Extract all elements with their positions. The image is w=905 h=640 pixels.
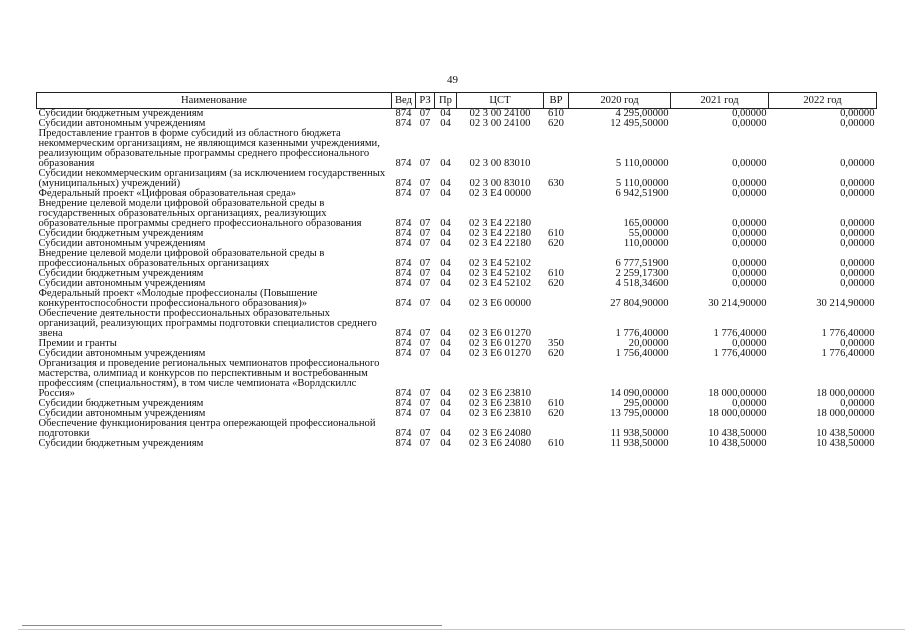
cell-vr: 620 xyxy=(548,348,564,359)
header-2021: 2021 год xyxy=(671,93,769,109)
cell-pr: 04 xyxy=(440,268,451,279)
cell-name: Субсидии автономным учреждениям xyxy=(38,348,206,359)
cell-y2020: 13 795,00000 xyxy=(610,408,669,419)
cell-y2021: 1 776,40000 xyxy=(713,328,767,339)
cell-y2022: 18 000,00000 xyxy=(816,408,875,419)
cell-rz: 07 xyxy=(419,438,431,449)
header-vr: ВР xyxy=(544,93,569,109)
cell-y2022: 0,00000 xyxy=(840,278,875,289)
cell-y2022: 0,00000 xyxy=(840,398,875,409)
cell-y2020: 1 756,40000 xyxy=(615,348,669,359)
cell-vr: 620 xyxy=(548,118,564,129)
cell-rz: 07 xyxy=(419,338,431,349)
cell-y2022: 10 438,50000 xyxy=(816,438,875,449)
page-number: 49 xyxy=(447,74,458,86)
cell-ved: 874 xyxy=(395,428,412,439)
cell-vr: 610 xyxy=(548,268,564,279)
cell-rz: 07 xyxy=(419,188,431,199)
cell-cst: 02 3 00 83010 xyxy=(469,178,531,189)
cell-vr xyxy=(544,189,569,199)
cell-name: Внедрение целевой модели цифровой образовательной среды в профессиональных образовательных организациях xyxy=(38,248,325,269)
cell-y2022: 0,00000 xyxy=(840,268,875,279)
cell-name: Предоставление грантов в форме субсидий из областного бюджета некоммерческим организациям, не являющимся казенными учреждениями, реализующим образовательные программы среднего профессионального образования xyxy=(38,128,380,169)
cell-y2021: 1 776,40000 xyxy=(713,348,767,359)
cell-y2020: 12 495,50000 xyxy=(610,118,669,129)
cell-rz: 07 xyxy=(419,228,431,239)
cell-y2021: 0,00000 xyxy=(732,398,767,409)
table-row xyxy=(37,439,877,449)
cell-pr: 04 xyxy=(440,408,451,419)
cell-y2020: 14 090,00000 xyxy=(610,388,669,399)
cell-name: Субсидии бюджетным учреждениям xyxy=(38,108,204,119)
cell-rz: 07 xyxy=(419,278,431,289)
cell-y2021: 0,00000 xyxy=(732,238,767,249)
cell-y2021: 0,00000 xyxy=(732,278,767,289)
cell-cst: 02 3 00 83010 xyxy=(469,158,531,169)
cell-y2020: 55,00000 xyxy=(628,228,669,239)
cell-y2020: 295,00000 xyxy=(623,398,669,409)
cell-y2020: 4 518,34600 xyxy=(615,278,669,289)
cell-name: Федеральный проект «Цифровая образовательная среда» xyxy=(38,188,297,199)
cell-pr: 04 xyxy=(440,338,451,349)
cell-name: Субсидии бюджетным учреждениям xyxy=(38,438,204,449)
cell-y2020: 1 776,40000 xyxy=(615,328,669,339)
cell-name: Федеральный проект «Молодые профессионалы (Повышение конкурентоспособности профессионального образования)» xyxy=(38,288,318,309)
cell-vr: 610 xyxy=(548,438,564,449)
cell-pr: 04 xyxy=(440,278,451,289)
cell-y2021: 0,00000 xyxy=(732,118,767,129)
cell-cst: 02 3 E6 00000 xyxy=(468,298,532,309)
cell-cst: 02 3 E6 01270 xyxy=(468,338,532,349)
cell-cst: 02 3 E6 01270 xyxy=(468,328,532,339)
cell-y2022: 0,00000 xyxy=(840,108,875,119)
cell-rz: 07 xyxy=(419,298,431,309)
cell-rz: 07 xyxy=(419,218,431,229)
table-row xyxy=(37,419,877,439)
budget-table xyxy=(36,92,877,449)
cell-vr xyxy=(544,359,569,399)
cell-y2020: 11 938,50000 xyxy=(610,428,669,439)
cell-ved: 874 xyxy=(395,238,412,249)
cell-vr xyxy=(544,249,569,269)
cell-cst: 02 3 E6 24080 xyxy=(468,428,532,439)
cell-y2022: 10 438,50000 xyxy=(816,428,875,439)
cell-y2021: 10 438,50000 xyxy=(708,438,767,449)
cell-ved: 874 xyxy=(395,158,412,169)
cell-y2022: 0,00000 xyxy=(840,178,875,189)
scan-edge-line xyxy=(22,625,442,626)
cell-vr: 620 xyxy=(548,408,564,419)
header-pr: Пр xyxy=(435,93,457,109)
cell-rz: 07 xyxy=(419,328,431,339)
cell-ved: 874 xyxy=(395,408,412,419)
cell-rz: 07 xyxy=(419,178,431,189)
cell-rz: 07 xyxy=(419,408,431,419)
cell-cst: 02 3 E4 22180 xyxy=(468,238,532,249)
cell-y2022: 0,00000 xyxy=(840,218,875,229)
cell-y2020: 5 110,00000 xyxy=(615,178,669,189)
cell-ved: 874 xyxy=(395,348,412,359)
table-row xyxy=(37,289,877,309)
cell-y2020: 11 938,50000 xyxy=(610,438,669,449)
cell-vr xyxy=(544,199,569,229)
cell-y2020: 5 110,00000 xyxy=(615,158,669,169)
cell-y2020: 27 804,90000 xyxy=(610,298,669,309)
cell-pr: 04 xyxy=(440,108,451,119)
cell-y2020: 20,00000 xyxy=(628,338,669,349)
cell-y2022: 18 000,00000 xyxy=(816,388,875,399)
table-row xyxy=(37,249,877,269)
table-row xyxy=(37,169,877,189)
cell-y2020: 165,00000 xyxy=(623,218,669,229)
cell-y2021: 0,00000 xyxy=(732,218,767,229)
header-name: Наименование xyxy=(37,93,392,109)
table-row xyxy=(37,129,877,169)
cell-vr: 350 xyxy=(548,338,564,349)
cell-ved: 874 xyxy=(395,218,412,229)
cell-y2022: 0,00000 xyxy=(840,238,875,249)
cell-y2021: 0,00000 xyxy=(732,178,767,189)
cell-y2020: 6 777,51900 xyxy=(615,258,669,269)
cell-pr: 04 xyxy=(440,428,451,439)
cell-name: Субсидии бюджетным учреждениям xyxy=(38,268,204,279)
cell-y2021: 30 214,90000 xyxy=(708,298,767,309)
cell-ved: 874 xyxy=(395,388,412,399)
cell-y2021: 0,00000 xyxy=(732,338,767,349)
cell-ved: 874 xyxy=(395,278,412,289)
cell-ved: 874 xyxy=(395,338,412,349)
cell-rz: 07 xyxy=(419,428,431,439)
cell-pr: 04 xyxy=(440,228,451,239)
cell-y2021: 0,00000 xyxy=(732,158,767,169)
cell-pr: 04 xyxy=(440,178,451,189)
cell-name: Обеспечение функционирования центра опережающей профессиональной подготовки xyxy=(38,418,376,439)
cell-pr: 04 xyxy=(440,188,451,199)
cell-y2022: 0,00000 xyxy=(840,228,875,239)
cell-y2021: 18 000,00000 xyxy=(708,388,767,399)
cell-rz: 07 xyxy=(419,158,431,169)
cell-cst: 02 3 E4 00000 xyxy=(468,188,532,199)
header-rz: РЗ xyxy=(416,93,435,109)
cell-rz: 07 xyxy=(419,118,431,129)
cell-y2020: 2 259,17300 xyxy=(615,268,669,279)
table-row xyxy=(37,199,877,229)
cell-y2020: 110,00000 xyxy=(623,238,669,249)
cell-cst: 02 3 E4 22180 xyxy=(468,228,532,239)
cell-vr: 620 xyxy=(548,238,564,249)
cell-y2021: 0,00000 xyxy=(732,258,767,269)
cell-rz: 07 xyxy=(419,388,431,399)
cell-rz: 07 xyxy=(419,238,431,249)
cell-cst: 02 3 E6 23810 xyxy=(468,398,532,409)
cell-cst: 02 3 E6 01270 xyxy=(468,348,532,359)
cell-pr: 04 xyxy=(440,258,451,269)
header-ved: Вед xyxy=(392,93,416,109)
cell-pr: 04 xyxy=(440,158,451,169)
cell-ved: 874 xyxy=(395,188,412,199)
cell-rz: 07 xyxy=(419,348,431,359)
cell-rz: 07 xyxy=(419,258,431,269)
header-cst: ЦСТ xyxy=(457,93,544,109)
cell-cst: 02 3 00 24100 xyxy=(469,118,531,129)
cell-ved: 874 xyxy=(395,258,412,269)
cell-y2021: 10 438,50000 xyxy=(708,428,767,439)
cell-y2020: 6 942,51900 xyxy=(615,188,669,199)
cell-ved: 874 xyxy=(395,398,412,409)
cell-pr: 04 xyxy=(440,118,451,129)
cell-name: Субсидии автономным учреждениям xyxy=(38,408,206,419)
cell-pr: 04 xyxy=(440,328,451,339)
cell-rz: 07 xyxy=(419,268,431,279)
cell-vr: 630 xyxy=(548,178,564,189)
cell-y2022: 0,00000 xyxy=(840,188,875,199)
cell-y2022: 1 776,40000 xyxy=(821,348,875,359)
header-2020: 2020 год xyxy=(569,93,671,109)
cell-ved: 874 xyxy=(395,108,412,119)
cell-vr xyxy=(544,419,569,439)
cell-name: Субсидии автономным учреждениям xyxy=(38,278,206,289)
cell-y2021: 0,00000 xyxy=(732,268,767,279)
cell-ved: 874 xyxy=(395,328,412,339)
cell-cst: 02 3 E6 24080 xyxy=(468,438,532,449)
cell-cst: 02 3 00 24100 xyxy=(469,108,531,119)
cell-y2022: 0,00000 xyxy=(840,158,875,169)
cell-y2021: 0,00000 xyxy=(732,228,767,239)
cell-cst: 02 3 E4 22180 xyxy=(468,218,532,229)
cell-ved: 874 xyxy=(395,178,412,189)
cell-vr xyxy=(544,129,569,169)
cell-pr: 04 xyxy=(440,438,451,449)
cell-vr: 620 xyxy=(548,278,564,289)
cell-vr: 610 xyxy=(548,228,564,239)
cell-cst: 02 3 E6 23810 xyxy=(468,408,532,419)
cell-pr: 04 xyxy=(440,298,451,309)
cell-y2021: 18 000,00000 xyxy=(708,408,767,419)
cell-y2021: 0,00000 xyxy=(732,188,767,199)
table-row xyxy=(37,309,877,339)
cell-name: Обеспечение деятельности профессиональных образовательных организаций, реализующих программы подготовки специалистов среднего звена xyxy=(38,308,377,339)
table-row xyxy=(37,359,877,399)
cell-cst: 02 3 E6 23810 xyxy=(468,388,532,399)
cell-rz: 07 xyxy=(419,108,431,119)
cell-ved: 874 xyxy=(395,118,412,129)
cell-y2022: 1 776,40000 xyxy=(821,328,875,339)
cell-cst: 02 3 E4 52102 xyxy=(468,268,532,279)
cell-pr: 04 xyxy=(440,238,451,249)
scan-edge-line-light xyxy=(18,629,905,630)
cell-name: Субсидии автономным учреждениям xyxy=(38,238,206,249)
cell-cst: 02 3 E4 52102 xyxy=(468,258,532,269)
cell-vr xyxy=(544,309,569,339)
cell-ved: 874 xyxy=(395,268,412,279)
cell-vr: 610 xyxy=(548,108,564,119)
cell-name: Организация и проведение региональных чемпионатов профессионального мастерства, олимпиад и конкурсов по перспективным и востребованным профессиям (специальностям), в том числе чемпионата «Ворлдскиллс Россия» xyxy=(38,358,380,399)
cell-cst: 02 3 E4 52102 xyxy=(468,278,532,289)
cell-name: Субсидии бюджетным учреждениям xyxy=(38,398,204,409)
cell-y2022: 0,00000 xyxy=(840,338,875,349)
cell-name: Премии и гранты xyxy=(38,338,117,349)
cell-pr: 04 xyxy=(440,398,451,409)
table-body xyxy=(37,109,877,450)
cell-y2022: 0,00000 xyxy=(840,258,875,269)
cell-pr: 04 xyxy=(440,348,451,359)
cell-ved: 874 xyxy=(395,228,412,239)
cell-ved: 874 xyxy=(395,438,412,449)
cell-y2021: 0,00000 xyxy=(732,108,767,119)
cell-pr: 04 xyxy=(440,388,451,399)
table-header xyxy=(37,93,877,109)
cell-vr: 610 xyxy=(548,398,564,409)
header-2022: 2022 год xyxy=(769,93,877,109)
cell-pr: 04 xyxy=(440,218,451,229)
cell-y2020: 4 295,00000 xyxy=(615,108,669,119)
cell-name: Внедрение целевой модели цифровой образовательной среды в государственных образовательных организациях, реализующих образовательные программы среднего профессионального образования xyxy=(38,198,362,229)
cell-y2022: 30 214,90000 xyxy=(816,298,875,309)
cell-y2022: 0,00000 xyxy=(840,118,875,129)
cell-name: Субсидии некоммерческим организациям (за исключением государственных (муниципальных) учреждений) xyxy=(38,168,386,189)
cell-name: Субсидии автономным учреждениям xyxy=(38,118,206,129)
cell-name: Субсидии бюджетным учреждениям xyxy=(38,228,204,239)
cell-vr xyxy=(544,289,569,309)
cell-ved: 874 xyxy=(395,298,412,309)
cell-rz: 07 xyxy=(419,398,431,409)
